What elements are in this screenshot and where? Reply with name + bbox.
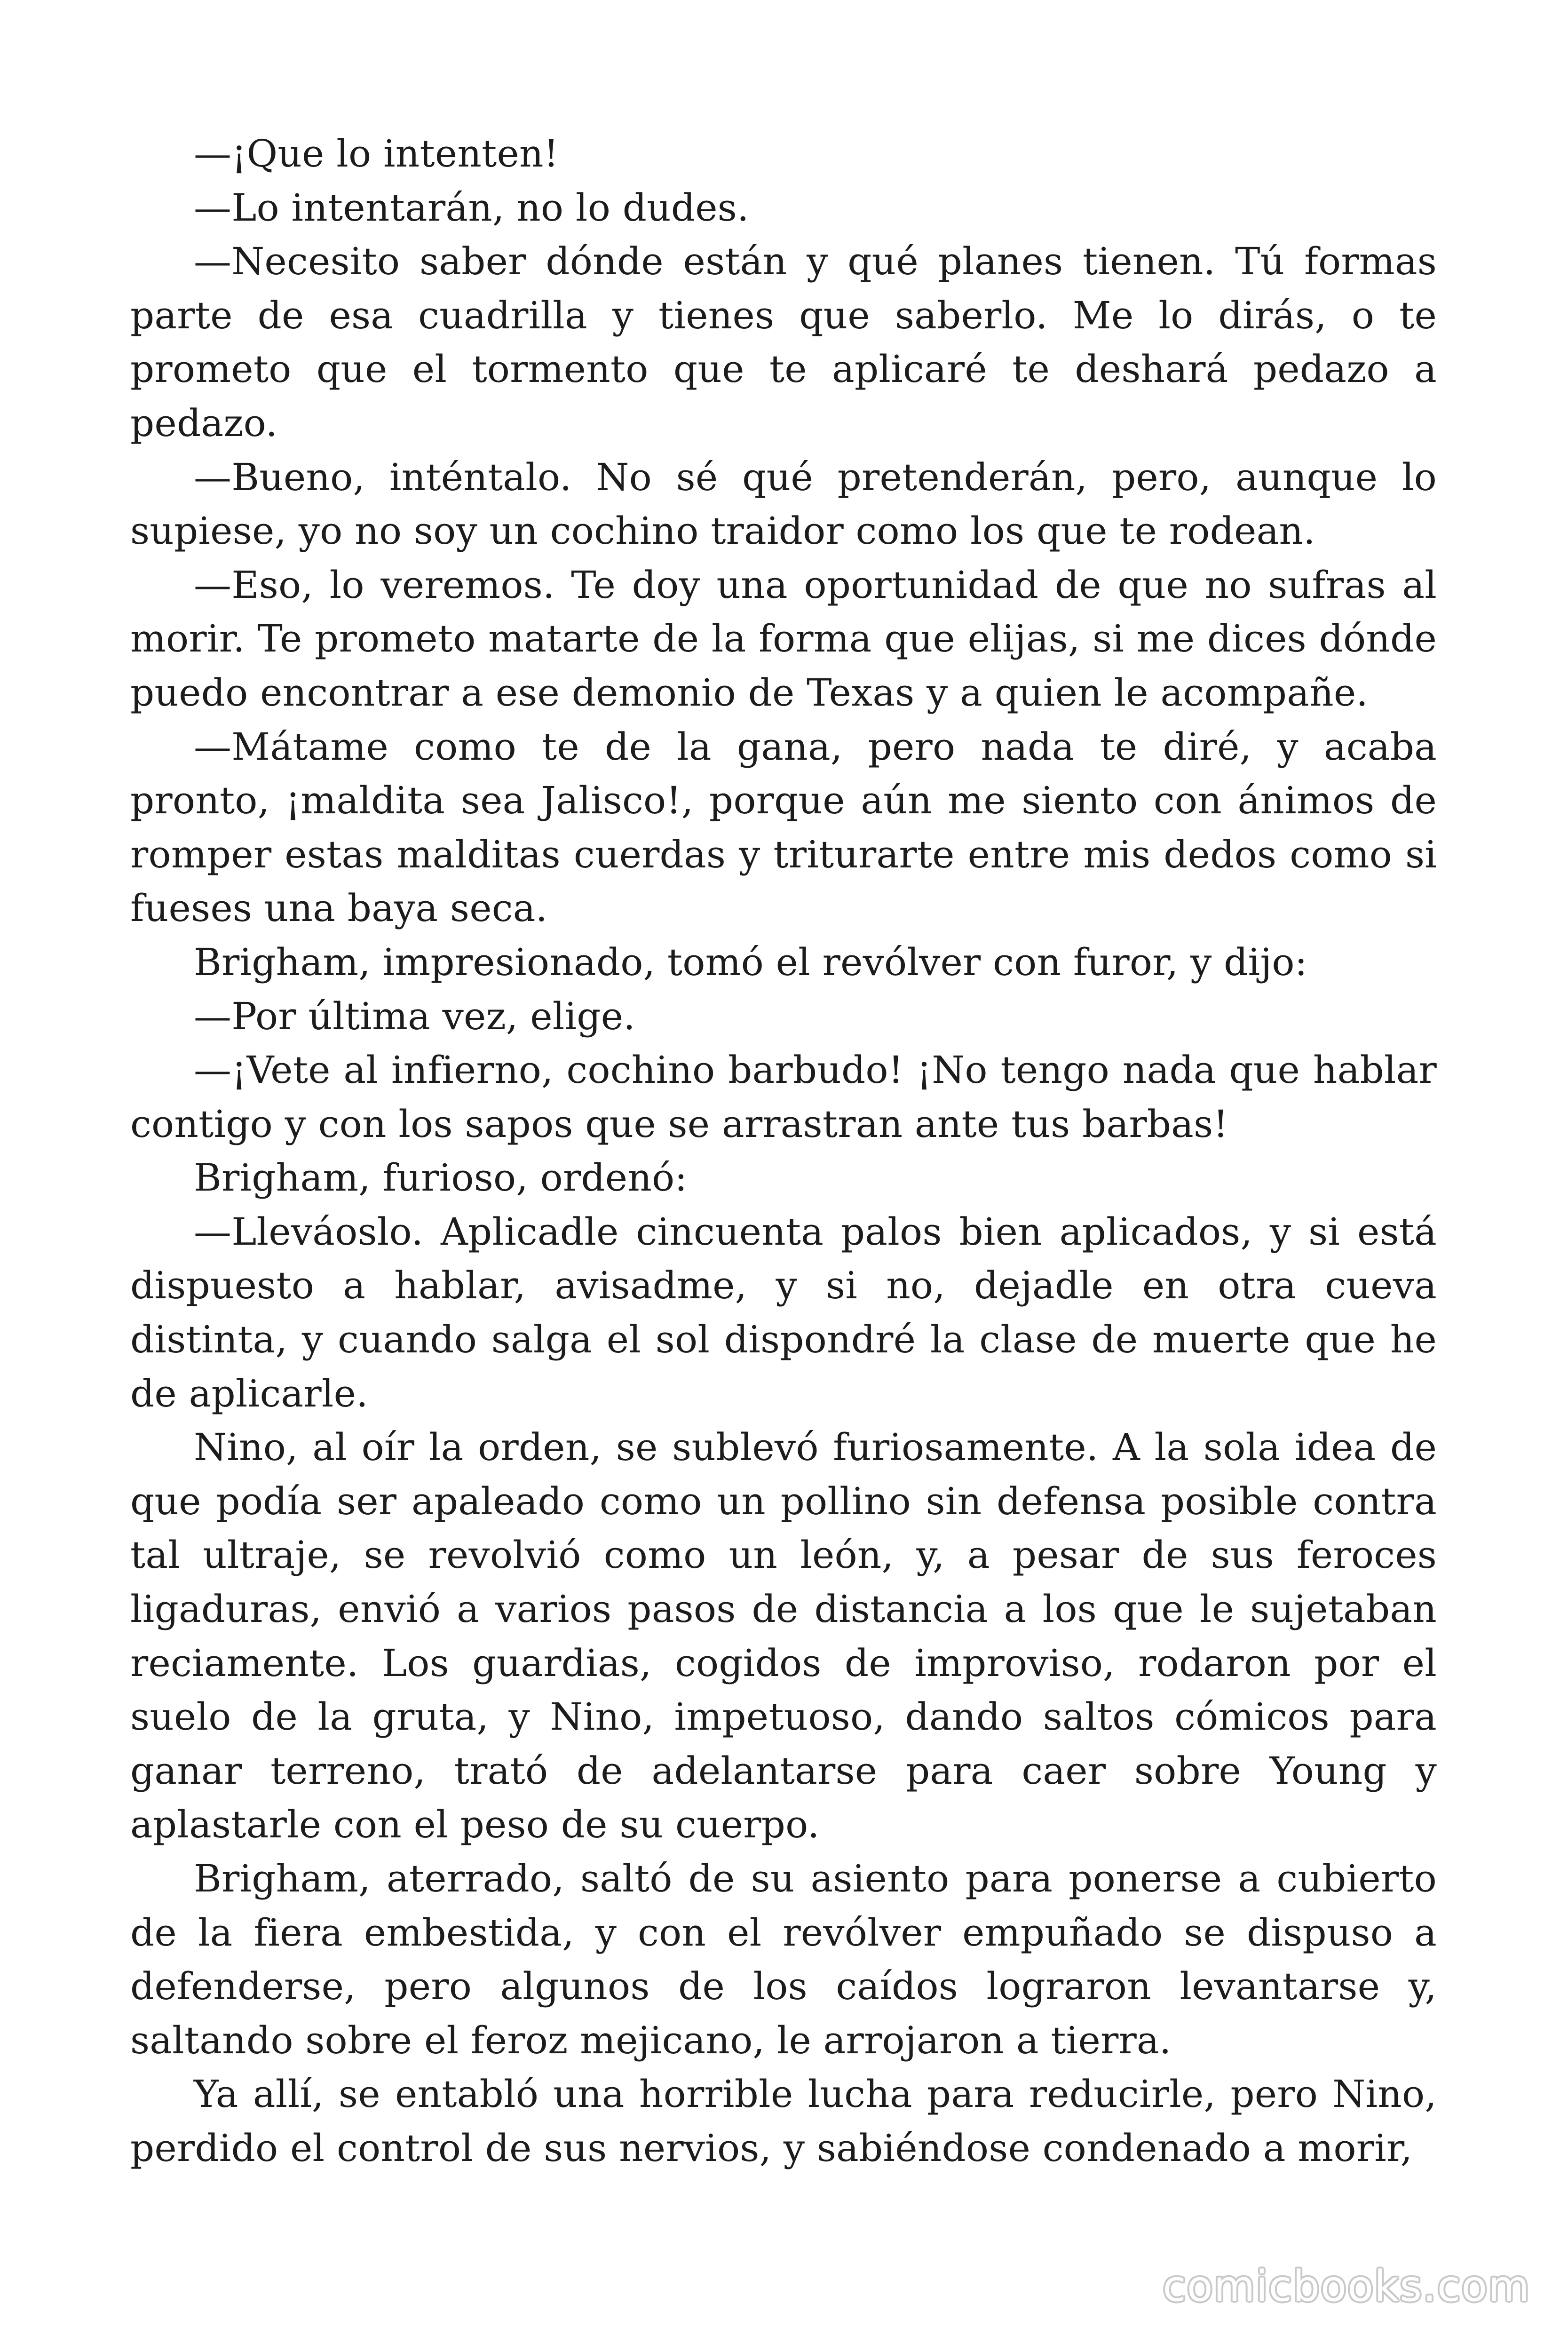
paragraph: —¡Vete al infierno, cochino barbudo! ¡No tengo nada que hablar contigo y con los sapos que se arrastran ante tus barbas! [130, 1048, 1437, 1146]
paragraph: —Necesito saber dónde están y qué planes tienen. Tú formas parte de esa cuadrilla y tienes que saberlo. Me lo dirás, o te prometo que el tormento que te aplicaré te deshará pedazo a pedazo. [130, 239, 1437, 445]
paragraph: —Mátame como te de la gana, pero nada te diré, y acaba pronto, ¡maldita sea Jalisco!, porque aún me siento con ánimos de romper estas malditas cuerdas y triturarte entre mis dedos como si fueses una baya seca. [130, 724, 1437, 930]
paragraph: —Lo intentarán, no lo dudes. [194, 185, 749, 230]
paragraph: Brigham, aterrado, saltó de su asiento para ponerse a cubierto de la fiera embestida, y con el revólver empuñado se dispuso a defenderse, pero algunos de los caídos lograron levantarse y, saltando sobre el feroz mejicano, le arrojaron a tierra. [130, 1857, 1437, 2062]
paragraph: —Lleváoslo. Aplicadle cincuenta palos bien aplicados, y si está dispuesto a hablar, avisadme, y si no, dejadle en otra cueva distinta, y cuando salga el sol dispondré la clase de muerte que he de aplicarle. [130, 1209, 1437, 1415]
paragraph: Brigham, impresionado, tomó el revólver con furor, y dijo: [194, 940, 1307, 984]
paragraph: —Bueno, inténtalo. No sé qué pretenderán, pero, aunque lo supiese, yo no soy un cochino traidor como los que te rodean. [130, 455, 1437, 553]
paragraph: —¡Que lo intenten! [194, 132, 559, 175]
book-page-text [130, 127, 1437, 2176]
watermark: comicbooks.com [1163, 2262, 1530, 2311]
paragraph: —Por última vez, elige. [194, 994, 635, 1038]
paragraph: Ya allí, se entabló una horrible lucha para reducirle, pero Nino, perdido el control de sus nervios, y sabiéndose condenado a morir, [130, 2072, 1437, 2170]
paragraph: —Eso, lo veremos. Te doy una oportunidad de que no sufras al morir. Te prometo matarte de la forma que elijas, si me dices dónde puedo encontrar a ese demonio de Texas y a quien le acompañe. [130, 563, 1437, 715]
paragraph: Brigham, furioso, ordenó: [194, 1156, 688, 1200]
paragraph: Nino, al oír la orden, se sublevó furiosamente. A la sola idea de que podía ser apaleado como un pollino sin defensa posible contra tal ultraje, se revolvió como un león, y, a pesar de sus feroces ligaduras, envió a varios pasos de distancia a los que le sujetaban reciamente. Los guardias, cogidos de improviso, rodaron por el suelo de la gruta, y Nino, impetuoso, dando saltos cómicos para ganar terreno, trató de adelantarse para caer sobre Young y aplastarle con el peso de su cuerpo. [130, 1425, 1437, 1847]
